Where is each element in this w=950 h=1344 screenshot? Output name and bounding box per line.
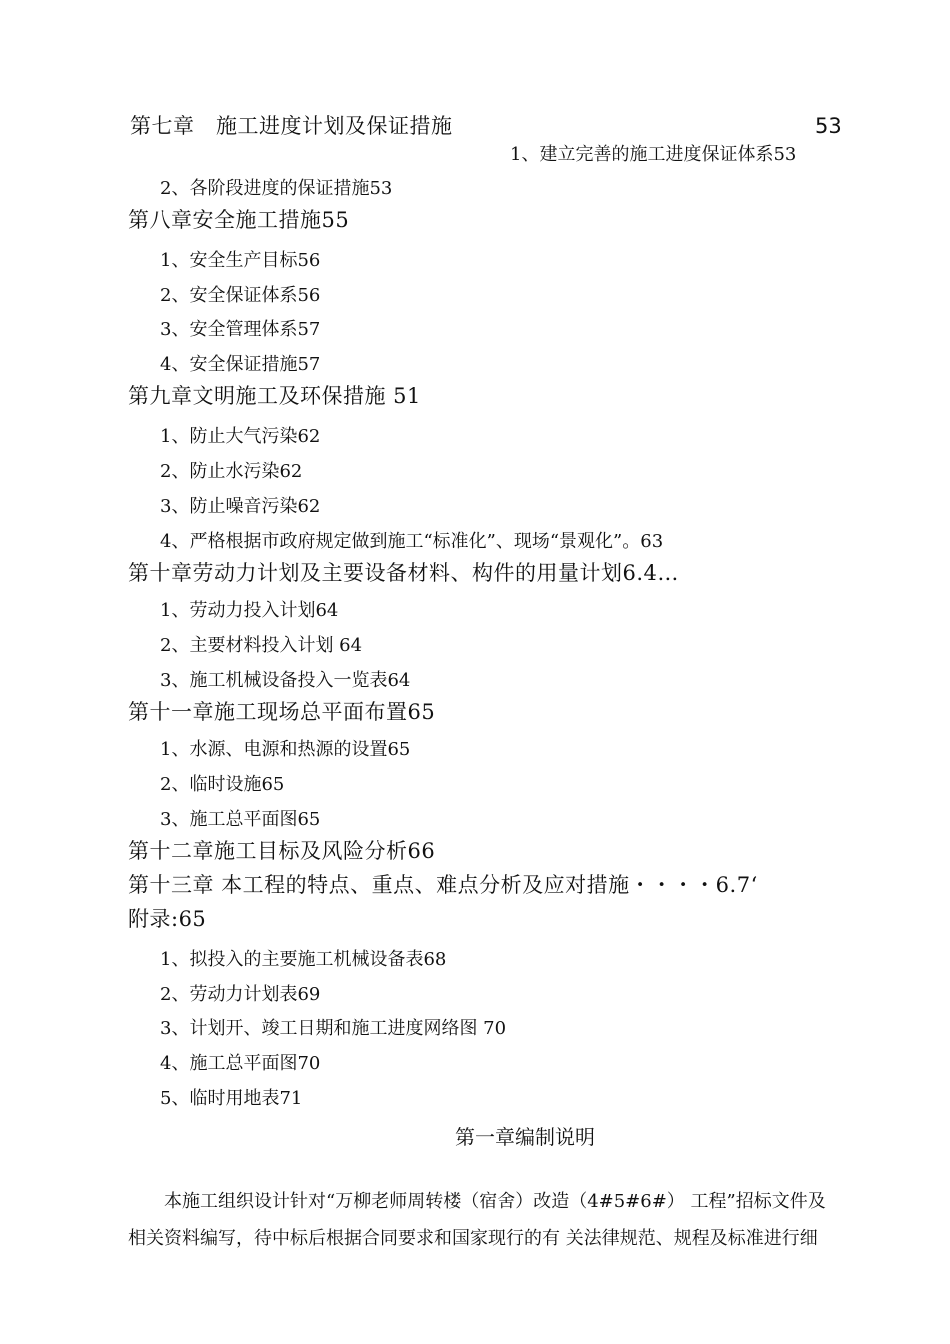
- toc-item[interactable]: 1、水源、电源和热源的设置65: [160, 739, 411, 760]
- toc-item[interactable]: 5、临时用地表71: [160, 1088, 303, 1109]
- toc-item[interactable]: 1、防止大气污染62: [160, 426, 321, 447]
- toc-item[interactable]: 2、劳动力计划表69: [160, 984, 321, 1005]
- toc-item[interactable]: 3、计划开、竣工日期和施工进度网络图 70: [160, 1018, 507, 1039]
- toc-item[interactable]: 1、拟投入的主要施工机械设备表68: [160, 949, 447, 970]
- toc-chapter-13-title[interactable]: 第十三章 本工程的特点、重点、难点分析及应对措施・・・・6.7‘: [128, 873, 758, 897]
- toc-item[interactable]: 4、严格根据市政府规定做到施工“标准化”、现场“景观化”。63: [160, 531, 664, 552]
- toc-chapter-12-title[interactable]: 第十二章施工目标及风险分析66: [128, 839, 436, 863]
- section-heading: 第一章编制说明: [455, 1125, 595, 1149]
- toc-item[interactable]: 3、施工机械设备投入一览表64: [160, 670, 411, 691]
- toc-item[interactable]: 1、建立完善的施工进度保证体系53: [510, 144, 797, 165]
- toc-item[interactable]: 1、劳动力投入计划64: [160, 600, 339, 621]
- toc-chapter-8-title[interactable]: 第八章安全施工措施55: [128, 208, 350, 232]
- toc-item[interactable]: 1、安全生产目标56: [160, 250, 321, 271]
- toc-chapter-10-title[interactable]: 第十章劳动力计划及主要设备材料、构件的用量计划6.4…: [128, 561, 679, 585]
- toc-item[interactable]: 2、各阶段进度的保证措施53: [160, 178, 393, 199]
- toc-chapter-7-title[interactable]: 第七章 施工进度计划及保证措施: [130, 114, 453, 138]
- body-paragraph-line: 相关资料编写，待中标后根据合同要求和国家现行的有 关法律规范、规程及标准进行细: [128, 1228, 818, 1249]
- toc-chapter-11-title[interactable]: 第十一章施工现场总平面布置65: [128, 700, 436, 724]
- toc-appendix-title[interactable]: 附录:65: [128, 907, 207, 931]
- toc-chapter-7-page: 53: [815, 114, 842, 138]
- toc-item[interactable]: 4、安全保证措施57: [160, 354, 321, 375]
- toc-item[interactable]: 2、防止水污染62: [160, 461, 303, 482]
- toc-item[interactable]: 3、安全管理体系57: [160, 319, 321, 340]
- toc-item[interactable]: 2、主要材料投入计划 64: [160, 635, 363, 656]
- toc-item[interactable]: 4、施工总平面图70: [160, 1053, 321, 1074]
- toc-item[interactable]: 3、防止噪音污染62: [160, 496, 321, 517]
- toc-item[interactable]: 2、安全保证体系56: [160, 285, 321, 306]
- toc-item[interactable]: 3、施工总平面图65: [160, 809, 321, 830]
- toc-chapter-9-title[interactable]: 第九章文明施工及环保措施 51: [128, 384, 421, 408]
- toc-item[interactable]: 2、临时设施65: [160, 774, 285, 795]
- body-paragraph-line: 本施工组织设计针对“万柳老师周转楼（宿舍）改造（4#5#6#） 工程”招标文件及: [128, 1191, 826, 1212]
